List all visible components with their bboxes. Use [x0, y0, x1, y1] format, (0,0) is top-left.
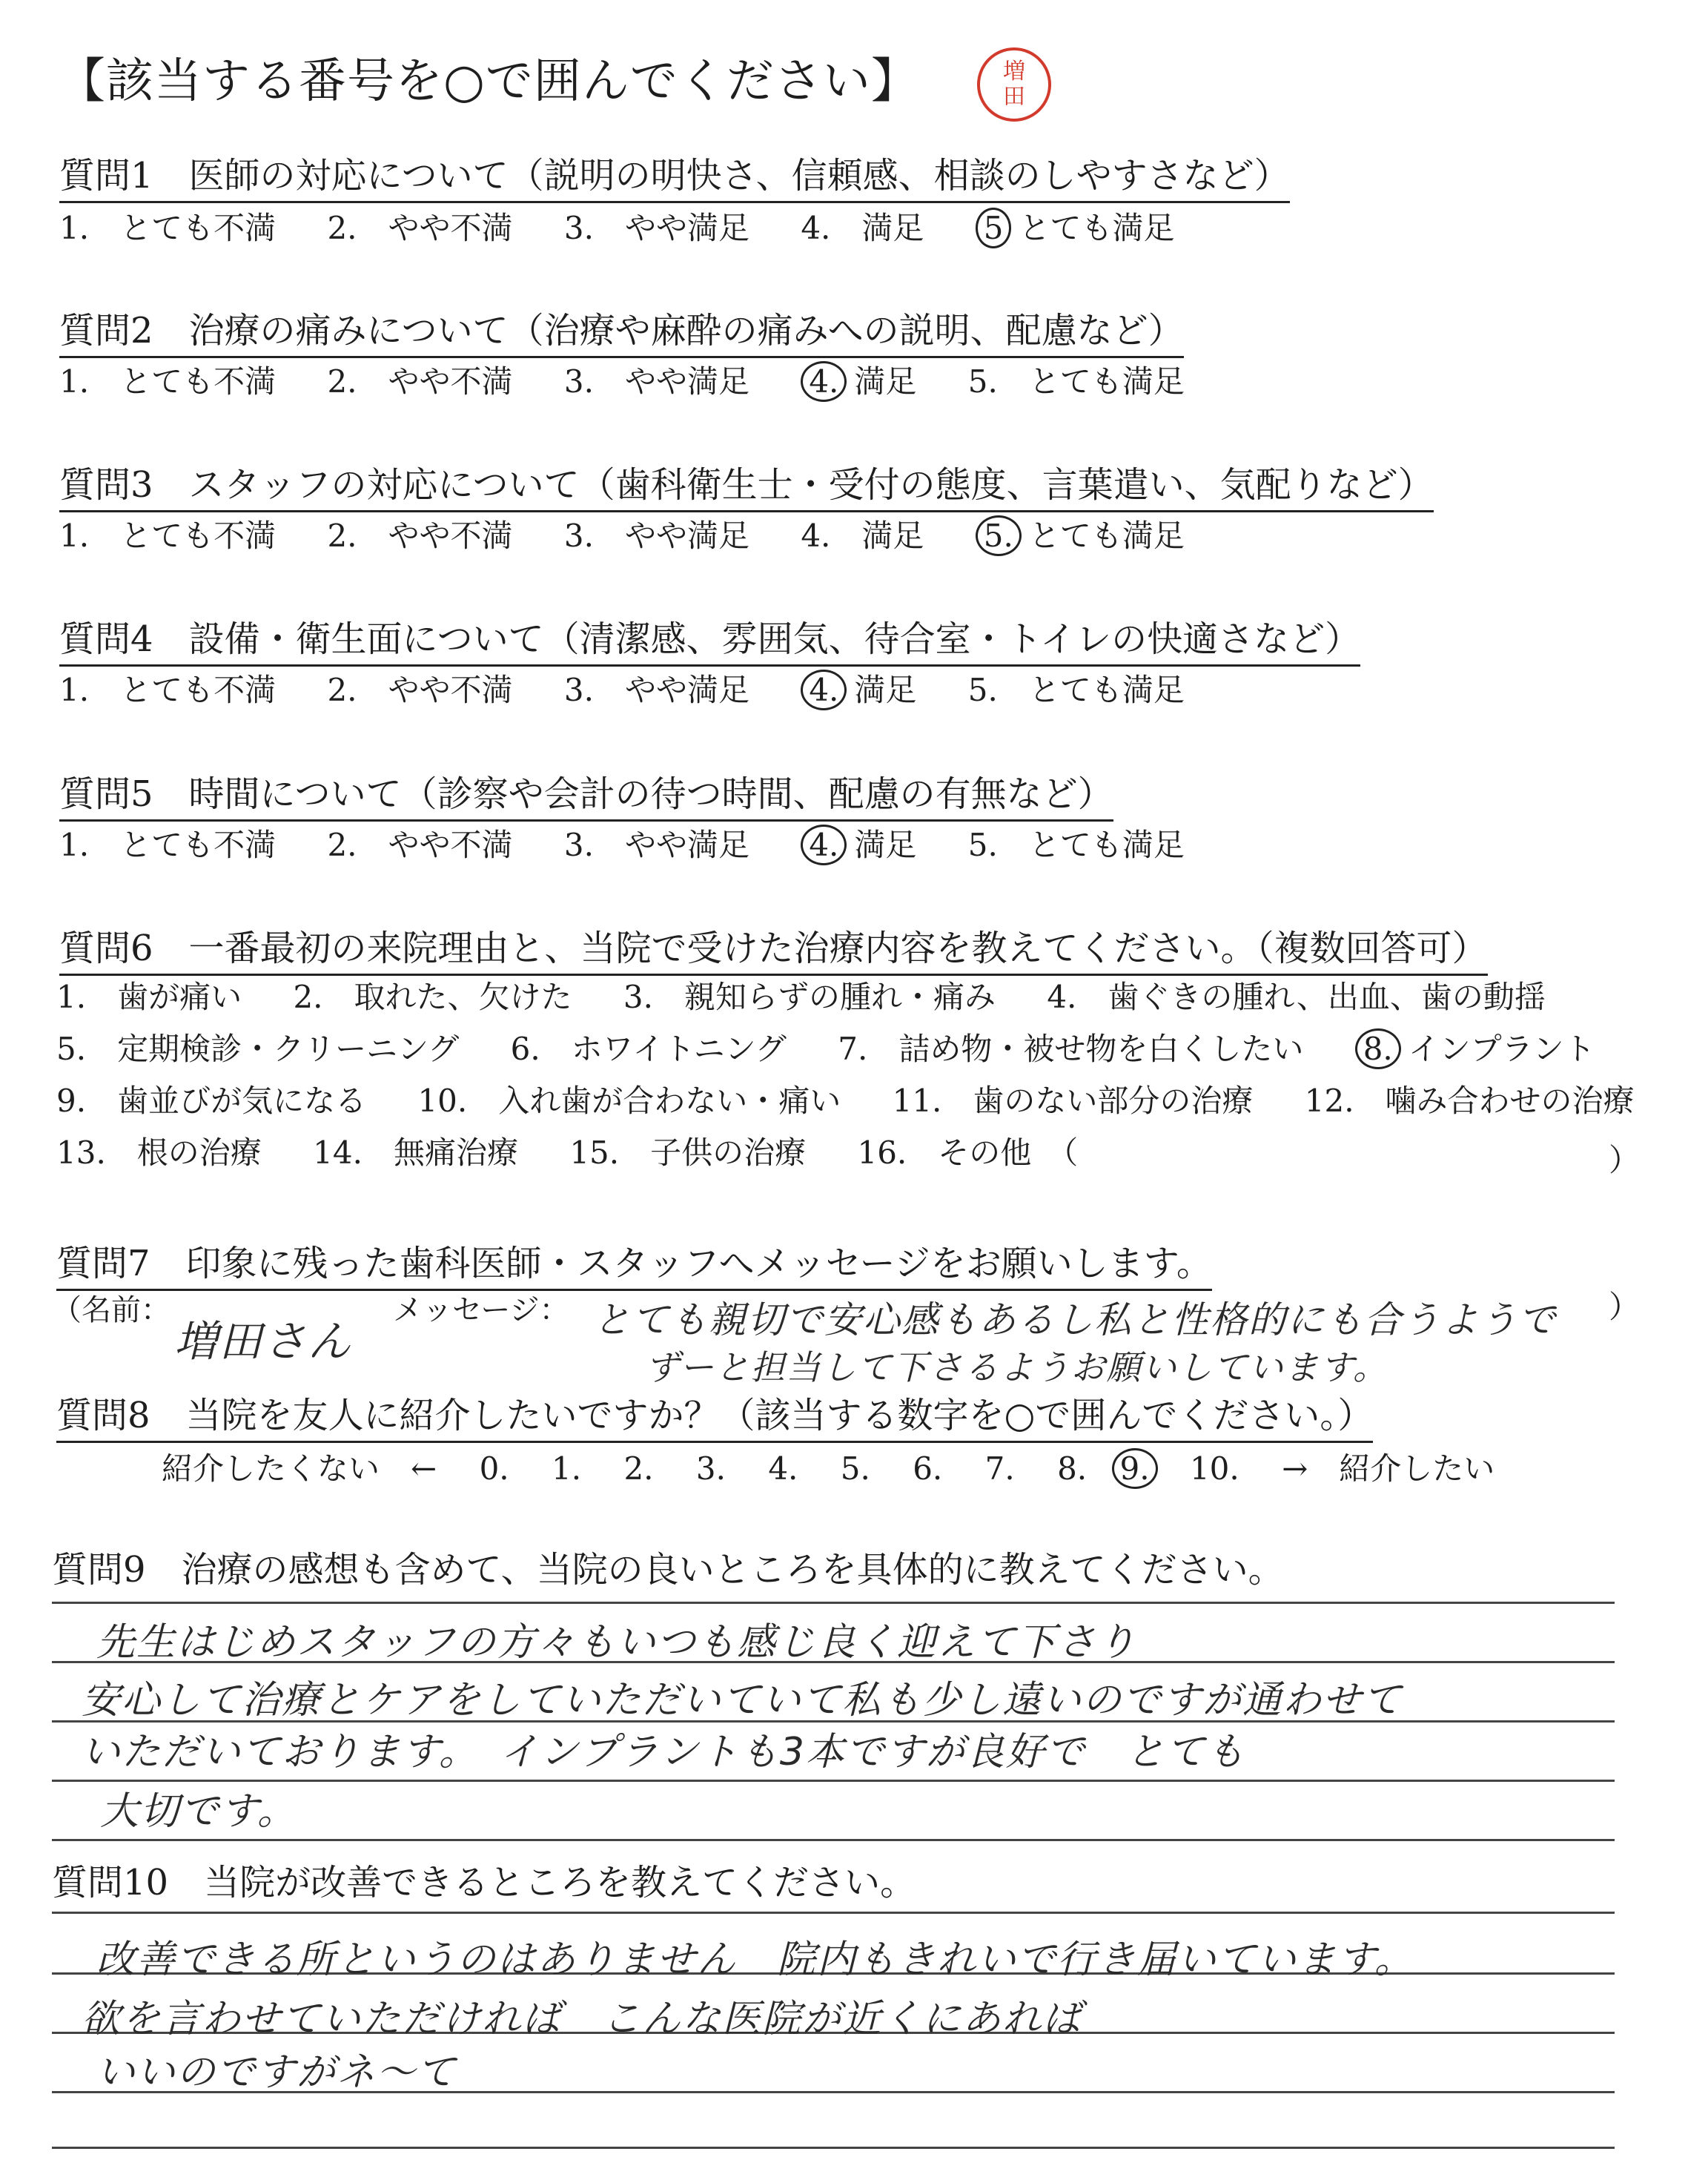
q3-option-3[interactable]: 3. やや満足 — [563, 518, 749, 554]
q4-option-5[interactable]: 5. とても満足 — [967, 672, 1185, 708]
question-1-options — [59, 204, 1175, 248]
question-2-title: 質問2 治療の痛みについて（治療や麻酔の痛みへの説明、配慮など） — [59, 302, 1184, 358]
q10-rule-1 — [52, 1912, 1615, 1914]
q10-answer-line-3: いいのですがネ〜て — [96, 2050, 457, 2095]
q5-option-4-label: 満足 — [854, 827, 917, 863]
q10-rule-5 — [52, 2147, 1615, 2149]
q3-option-1[interactable]: 1. とても不満 — [59, 518, 277, 554]
q9-rule-5 — [52, 1839, 1615, 1841]
q8-number[interactable]: 7. — [984, 1450, 1015, 1487]
q4-option-3[interactable]: 3. やや満足 — [563, 672, 749, 708]
question-9-title: 質問9 治療の感想も含めて、当院の良いところを具体的に教えてください。 — [52, 1549, 1284, 1591]
q8-number[interactable]: 6. — [913, 1450, 943, 1487]
q6-option[interactable]: 3. 親知らずの腫れ・痛み — [623, 979, 996, 1015]
q8-number[interactable]: 2. — [623, 1450, 654, 1487]
q6-option[interactable]: 11. 歯のない部分の治療 — [892, 1083, 1254, 1119]
q10-answer-line-2: 欲を言わせていただければ こんな医院が近くにあれば — [82, 1997, 1083, 2041]
q7-message-line-1: とても親切で安心感もあるし私と性格的にも合うようで — [593, 1298, 1557, 1341]
q3-option-5-label: とても満足 — [1028, 518, 1185, 554]
question-7-title: 質問7 印象に残った歯科医師・スタッフへメッセージをお願いします。 — [56, 1235, 1212, 1291]
q6-option[interactable]: 9. 歯並びが気になる — [56, 1083, 367, 1119]
stamp-char-1: 増 — [1003, 59, 1025, 85]
q8-number[interactable]: 0. — [479, 1450, 509, 1487]
q6-option[interactable]: 12. 噛み合わせの治療 — [1304, 1083, 1635, 1119]
q6-option-8-circled[interactable]: 8. — [1355, 1028, 1401, 1069]
q4-option-2[interactable]: 2. やや不満 — [327, 672, 513, 708]
q1-option-5-label: とても満足 — [1019, 210, 1175, 246]
question-4-options — [59, 666, 1226, 710]
q6-option[interactable]: 1. 歯が痛い — [56, 979, 242, 1015]
q9-answer-line-4: 大切です。 — [100, 1789, 297, 1834]
q6-option[interactable]: 15. 子供の治療 — [569, 1135, 807, 1171]
q8-left-label: 紹介したくない ← — [162, 1450, 437, 1487]
q2-option-4-label: 満足 — [854, 363, 917, 400]
q6-option[interactable]: 2. 取れた、欠けた — [293, 979, 572, 1015]
question-8-title: 質問8 当院を友人に紹介したいですか？（該当する数字を○で囲んでください。） — [56, 1387, 1373, 1443]
stamp-char-2: 田 — [1003, 84, 1025, 110]
q4-option-4-label: 満足 — [854, 672, 917, 708]
question-5-options — [59, 821, 1226, 865]
q5-option-4-circled[interactable]: 4. — [801, 825, 847, 865]
q9-rule-1 — [52, 1602, 1615, 1604]
q7-close-paren: ） — [1609, 1289, 1641, 1325]
q6-option-8-label: インプラント — [1408, 1031, 1595, 1067]
question-4-title: 質問4 設備・衛生面について（清潔感、雰囲気、待合室・トイレの快適さなど） — [59, 610, 1360, 667]
question-2-options — [59, 357, 1226, 402]
q6-option[interactable]: 4. 歯ぐきの腫れ、出血、歯の動揺 — [1047, 979, 1546, 1015]
question-5-title: 質問5 時間について（診察や会計の待つ時間、配慮の有無など） — [59, 765, 1113, 822]
q6-option-other[interactable]: 16. その他 （ — [857, 1135, 1079, 1171]
q2-option-1[interactable]: 1. とても不満 — [59, 363, 277, 400]
question-1-title: 質問1 医師の対応について（説明の明快さ、信頼感、相談のしやすさなど） — [59, 147, 1290, 203]
q6-option[interactable]: 7. 詰め物・被せ物を白くしたい — [838, 1031, 1304, 1067]
q8-number[interactable]: 10. — [1189, 1450, 1239, 1487]
question-3-options — [59, 512, 1185, 556]
q6-other-close-paren: ） — [1609, 1142, 1641, 1178]
q7-message-label: メッセージ： — [393, 1293, 569, 1327]
q8-scale — [162, 1444, 1494, 1489]
q2-option-4-circled[interactable]: 4. — [801, 361, 847, 402]
q8-number[interactable]: 3. — [695, 1450, 726, 1487]
q9-answer-line-2: 安心して治療とケアをしていただいていて私も少し遠いのですが通わせて — [82, 1678, 1403, 1723]
q8-number[interactable]: 1. — [552, 1450, 582, 1487]
q9-answer-line-1: 先生はじめスタッフの方々もいつも感じ良く迎えて下さり — [96, 1620, 1138, 1665]
q1-option-1[interactable]: 1. とても不満 — [59, 210, 277, 246]
q5-option-3[interactable]: 3. やや満足 — [563, 827, 749, 863]
q6-row-3 — [56, 1075, 1676, 1127]
q3-option-4[interactable]: 4. 満足 — [801, 518, 924, 554]
q6-option[interactable]: 5. 定期検診・クリーニング — [56, 1031, 460, 1067]
name-seal-stamp — [977, 47, 1051, 122]
question-6-title: 質問6 一番最初の来院理由と、当院で受けた治療内容を教えてください。（複数回答可） — [59, 919, 1488, 976]
q6-option[interactable]: 10. 入れ歯が合わない・痛い — [417, 1083, 841, 1119]
q5-option-1[interactable]: 1. とても不満 — [59, 827, 277, 863]
q7-name-handwritten: 増田さん — [174, 1316, 353, 1367]
q8-number[interactable]: 5. — [840, 1450, 870, 1487]
q2-option-3[interactable]: 3. やや満足 — [563, 363, 749, 400]
q8-number-9-circled[interactable]: 9. — [1112, 1448, 1158, 1489]
q5-option-5[interactable]: 5. とても満足 — [967, 827, 1185, 863]
q3-option-5-circled[interactable]: 5. — [976, 515, 1022, 556]
q9-answer-line-3: いただいております。 インプラントも3本ですが良好で とても — [82, 1730, 1246, 1774]
q2-option-2[interactable]: 2. やや不満 — [327, 363, 513, 400]
question-10-title: 質問10 当院が改善できるところを教えてください。 — [52, 1862, 916, 1903]
q7-name-label: （名前： — [52, 1293, 171, 1327]
q1-option-2[interactable]: 2. やや不満 — [327, 210, 513, 246]
q3-option-2[interactable]: 2. やや不満 — [327, 518, 513, 554]
q2-option-5[interactable]: 5. とても満足 — [967, 363, 1185, 400]
q1-option-3[interactable]: 3. やや満足 — [563, 210, 749, 246]
q6-option[interactable]: 13. 根の治療 — [56, 1135, 262, 1171]
question-6-options — [56, 971, 1676, 1179]
q8-number[interactable]: 8. — [1057, 1450, 1088, 1487]
q1-option-4[interactable]: 4. 満足 — [801, 210, 924, 246]
q6-row-4 — [56, 1127, 1676, 1179]
q6-option[interactable]: 6. ホワイトニング — [510, 1031, 787, 1067]
q4-option-4-circled[interactable]: 4. — [801, 670, 847, 710]
q10-answer-line-1: 改善できる所というのはありません 院内もきれいで行き届いています。 — [96, 1938, 1414, 1982]
q8-right-label: → 紹介したい — [1282, 1450, 1495, 1487]
q4-option-1[interactable]: 1. とても不満 — [59, 672, 277, 708]
q5-option-2[interactable]: 2. やや不満 — [327, 827, 513, 863]
q1-option-5-circled[interactable]: 5 — [976, 208, 1012, 248]
q6-option[interactable]: 14. 無痛治療 — [313, 1135, 518, 1171]
question-3-title: 質問3 スタッフの対応について（歯科衛生士・受付の態度、言葉遣い、気配りなど） — [59, 456, 1434, 512]
page-title: 【該当する番号を○で囲んでください】 — [58, 54, 919, 109]
q8-number[interactable]: 4. — [768, 1450, 798, 1487]
q6-row-1 — [56, 971, 1676, 1023]
q7-message-line-2: ずーと担当して下さるようお願いしています。 — [645, 1347, 1388, 1387]
q6-row-2 — [56, 1023, 1676, 1075]
